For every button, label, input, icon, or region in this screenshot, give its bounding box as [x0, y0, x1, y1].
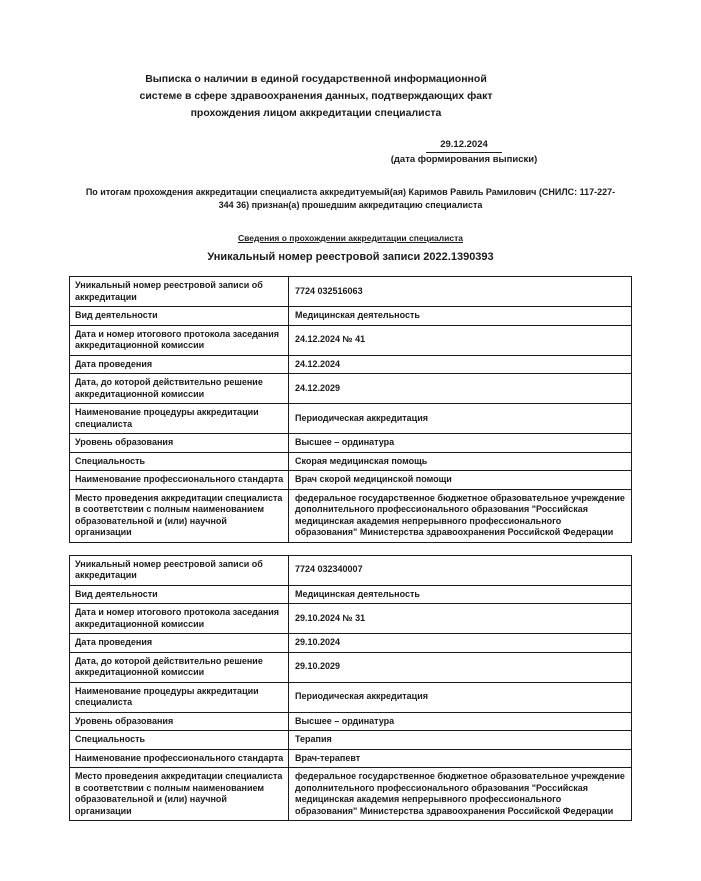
record-heading: Уникальный номер реестровой записи 2022.1390393 — [207, 251, 494, 263]
table-row — [70, 768, 632, 821]
field-label: Наименование профессионального стандарта — [70, 471, 289, 490]
field-value: Высшее – ординатура — [289, 434, 632, 453]
field-value: Медицинская деятельность — [289, 307, 632, 326]
field-value: Высшее – ординатура — [289, 712, 632, 731]
table-row — [70, 452, 632, 471]
field-label: Дата проведения — [70, 355, 289, 374]
field-label: Уникальный номер реестровой записи об аккредитации — [70, 555, 289, 585]
table-row — [70, 307, 632, 326]
field-label: Место проведения аккредитации специалиста в соответствии с полным наименованием образовательной и (или) научной организации — [70, 489, 289, 542]
field-value: 24.12.2024 — [289, 355, 632, 374]
table-row — [70, 652, 632, 682]
field-label: Уровень образования — [70, 712, 289, 731]
intro-paragraph — [71, 186, 631, 211]
table-row — [70, 634, 632, 653]
field-value: Врач-терапевт — [289, 749, 632, 768]
field-label: Наименование процедуры аккредитации специалиста — [70, 404, 289, 434]
extract-date-block — [379, 139, 549, 166]
table-row — [70, 277, 632, 307]
table-row — [70, 604, 632, 634]
accreditation-table-2 — [69, 555, 632, 822]
intro-line-2: 344 36) признан(а) прошедшим аккредитацию специалиста — [218, 199, 483, 210]
field-value: 29.10.2024 — [289, 634, 632, 653]
field-label: Дата и номер итогового протокола заседания аккредитационной комиссии — [70, 325, 289, 355]
field-value: 7724 032516063 — [289, 277, 632, 307]
field-value: Периодическая аккредитация — [289, 404, 632, 434]
table-row — [70, 374, 632, 404]
field-value: 29.10.2024 № 31 — [289, 604, 632, 634]
extract-date-caption: (дата формирования выписки) — [390, 154, 538, 165]
title-line-3: прохождения лицом аккредитации специалиста — [190, 107, 442, 119]
table-row — [70, 355, 632, 374]
title-line-1: Выписка о наличии в единой государственной информационной — [145, 73, 487, 85]
field-label: Вид деятельности — [70, 585, 289, 604]
field-label: Специальность — [70, 452, 289, 471]
field-value: 7724 032340007 — [289, 555, 632, 585]
document-title — [81, 71, 551, 122]
field-value: Врач скорой медицинской помощи — [289, 471, 632, 490]
table-row — [70, 731, 632, 750]
table-row — [70, 555, 632, 585]
field-label: Дата и номер итогового протокола заседания аккредитационной комиссии — [70, 604, 289, 634]
table-row — [70, 749, 632, 768]
extract-date: 29.12.2024 — [426, 140, 502, 153]
field-label: Специальность — [70, 731, 289, 750]
field-value: 24.12.2029 — [289, 374, 632, 404]
table-row — [70, 682, 632, 712]
field-value: Периодическая аккредитация — [289, 682, 632, 712]
table-row — [70, 434, 632, 453]
field-value: федеральное государственное бюджетное образовательное учреждение дополнительного профессионального образования "Российская медицинская академия непрерывного профессионального образования" Министерства здравоохранения Российской Федерации — [289, 768, 632, 821]
field-label: Дата, до которой действительно решение аккредитационной комиссии — [70, 374, 289, 404]
field-label: Наименование процедуры аккредитации специалиста — [70, 682, 289, 712]
table-row — [70, 712, 632, 731]
table-row — [70, 489, 632, 542]
title-line-2: системе в сфере здравоохранения данных, подтверждающих факт — [139, 90, 493, 102]
table-row — [70, 404, 632, 434]
field-label: Уровень образования — [70, 434, 289, 453]
table-row — [70, 325, 632, 355]
intro-line-1: По итогам прохождения аккредитации специалиста аккредитуемый(ая) Каримов Равиль Рамилович (СНИЛС: 117-227- — [85, 187, 616, 197]
field-label: Дата проведения — [70, 634, 289, 653]
accreditation-table-1 — [69, 276, 632, 543]
table-row — [70, 471, 632, 490]
field-label: Вид деятельности — [70, 307, 289, 326]
field-value: 24.12.2024 № 41 — [289, 325, 632, 355]
section-title: Сведения о прохождении аккредитации специалиста — [237, 233, 464, 243]
field-value: Терапия — [289, 731, 632, 750]
field-label: Наименование профессионального стандарта — [70, 749, 289, 768]
field-value: федеральное государственное бюджетное образовательное учреждение дополнительного профессионального образования "Российская медицинская академия непрерывного профессионального образования" Министерства здравоохранения Российской Федерации — [289, 489, 632, 542]
field-label: Уникальный номер реестровой записи об аккредитации — [70, 277, 289, 307]
field-value: 29.10.2029 — [289, 652, 632, 682]
table-row — [70, 585, 632, 604]
field-value: Скорая медицинская помощь — [289, 452, 632, 471]
field-value: Медицинская деятельность — [289, 585, 632, 604]
field-label: Дата, до которой действительно решение аккредитационной комиссии — [70, 652, 289, 682]
field-label: Место проведения аккредитации специалиста в соответствии с полным наименованием образовательной и (или) научной организации — [70, 768, 289, 821]
